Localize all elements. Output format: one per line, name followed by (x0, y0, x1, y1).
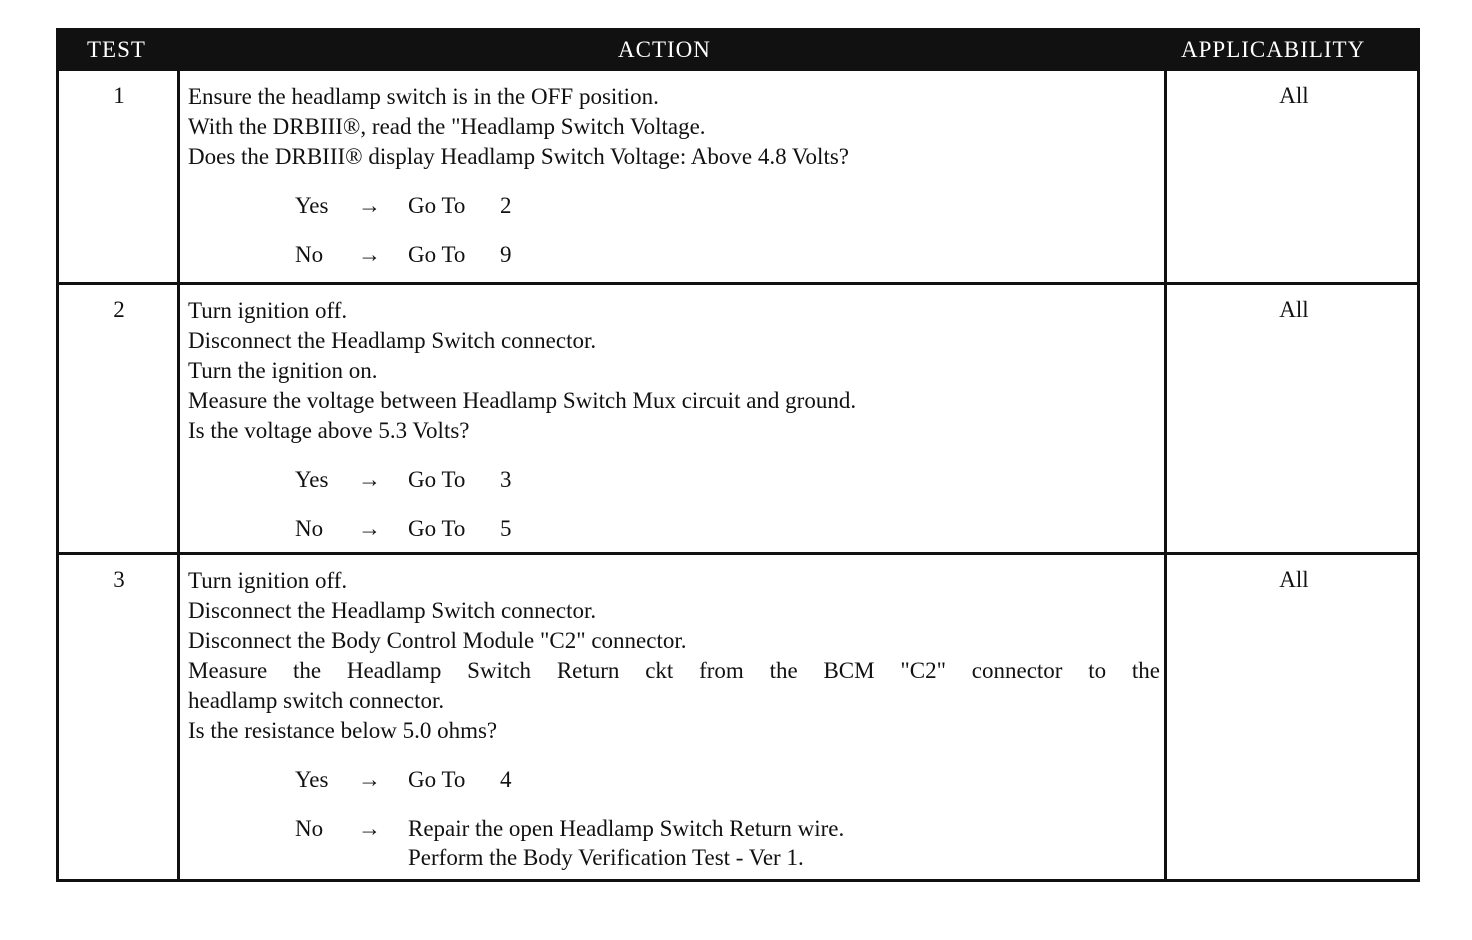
test-row-1 (59, 71, 1417, 282)
goto-target: 5 (500, 516, 512, 541)
table-header (59, 31, 1417, 71)
test-number: 2 (113, 297, 125, 322)
applicability-value: All (1279, 297, 1309, 322)
test-row-2 (59, 282, 1417, 552)
action-line: headlamp switch connector. (188, 688, 445, 713)
repair-instruction: Repair the open Headlamp Switch Return wire. (408, 816, 845, 841)
yes-label: Yes (295, 467, 329, 492)
goto-label: Go To (408, 193, 466, 218)
yes-label: Yes (295, 193, 329, 218)
action-line: Disconnect the Body Control Module "C2" connector. (188, 628, 687, 653)
action-line: Turn ignition off. (188, 568, 348, 593)
test-number: 3 (113, 567, 125, 592)
goto-label: Go To (408, 467, 466, 492)
action-text (188, 82, 1160, 270)
arrow-icon: → (358, 242, 381, 267)
action-line: Does the DRBIII® display Headlamp Switch Voltage: Above 4.8 Volts? (188, 144, 849, 169)
diagnostic-table (56, 28, 1420, 882)
action-line: Turn the ignition on. (188, 358, 378, 383)
goto-target: 3 (500, 467, 512, 492)
no-label: No (295, 516, 324, 541)
arrow-icon: → (358, 193, 381, 218)
arrow-icon: → (358, 767, 381, 792)
no-label: No (295, 816, 324, 841)
goto-target: 2 (500, 193, 512, 218)
test-row-3 (59, 552, 1417, 879)
no-branch (188, 795, 1160, 870)
arrow-icon: → (358, 816, 381, 841)
goto-target: 4 (500, 767, 512, 792)
action-line: Measure the voltage between Headlamp Switch Mux circuit and ground. (188, 388, 857, 413)
action-line: Disconnect the Headlamp Switch connector. (188, 328, 597, 353)
yes-branch (188, 446, 1160, 495)
action-line: Turn ignition off. (188, 298, 348, 323)
header-action: ACTION (618, 37, 711, 62)
action-line: Is the voltage above 5.3 Volts? (188, 418, 470, 443)
goto-label: Go To (408, 516, 466, 541)
arrow-icon: → (358, 516, 381, 541)
action-line: With the DRBIII®, read the "Headlamp Switch Voltage. (188, 114, 706, 139)
arrow-icon: → (358, 467, 381, 492)
yes-branch (188, 746, 1160, 795)
header-test: TEST (87, 37, 146, 62)
action-line: Ensure the headlamp switch is in the OFF position. (188, 84, 659, 109)
no-branch (188, 495, 1160, 544)
yes-branch (188, 172, 1160, 221)
action-text (188, 296, 1160, 544)
header-applicability: APPLICABILITY (1181, 37, 1366, 62)
applicability-value: All (1279, 567, 1309, 592)
verification-instruction: Perform the Body Verification Test - Ver 1. (408, 845, 804, 870)
action-text (188, 566, 1160, 870)
action-line: Disconnect the Headlamp Switch connector. (188, 598, 597, 623)
action-line: Measure the Headlamp Switch Return ckt from the BCM "C2" connector to the (188, 658, 1160, 683)
yes-label: Yes (295, 767, 329, 792)
applicability-value: All (1279, 83, 1309, 108)
goto-label: Go To (408, 767, 466, 792)
test-number: 1 (113, 83, 125, 108)
no-label: No (295, 242, 324, 267)
goto-target: 9 (500, 242, 512, 267)
no-branch (188, 221, 1160, 270)
action-line: Is the resistance below 5.0 ohms? (188, 718, 498, 743)
goto-label: Go To (408, 242, 466, 267)
